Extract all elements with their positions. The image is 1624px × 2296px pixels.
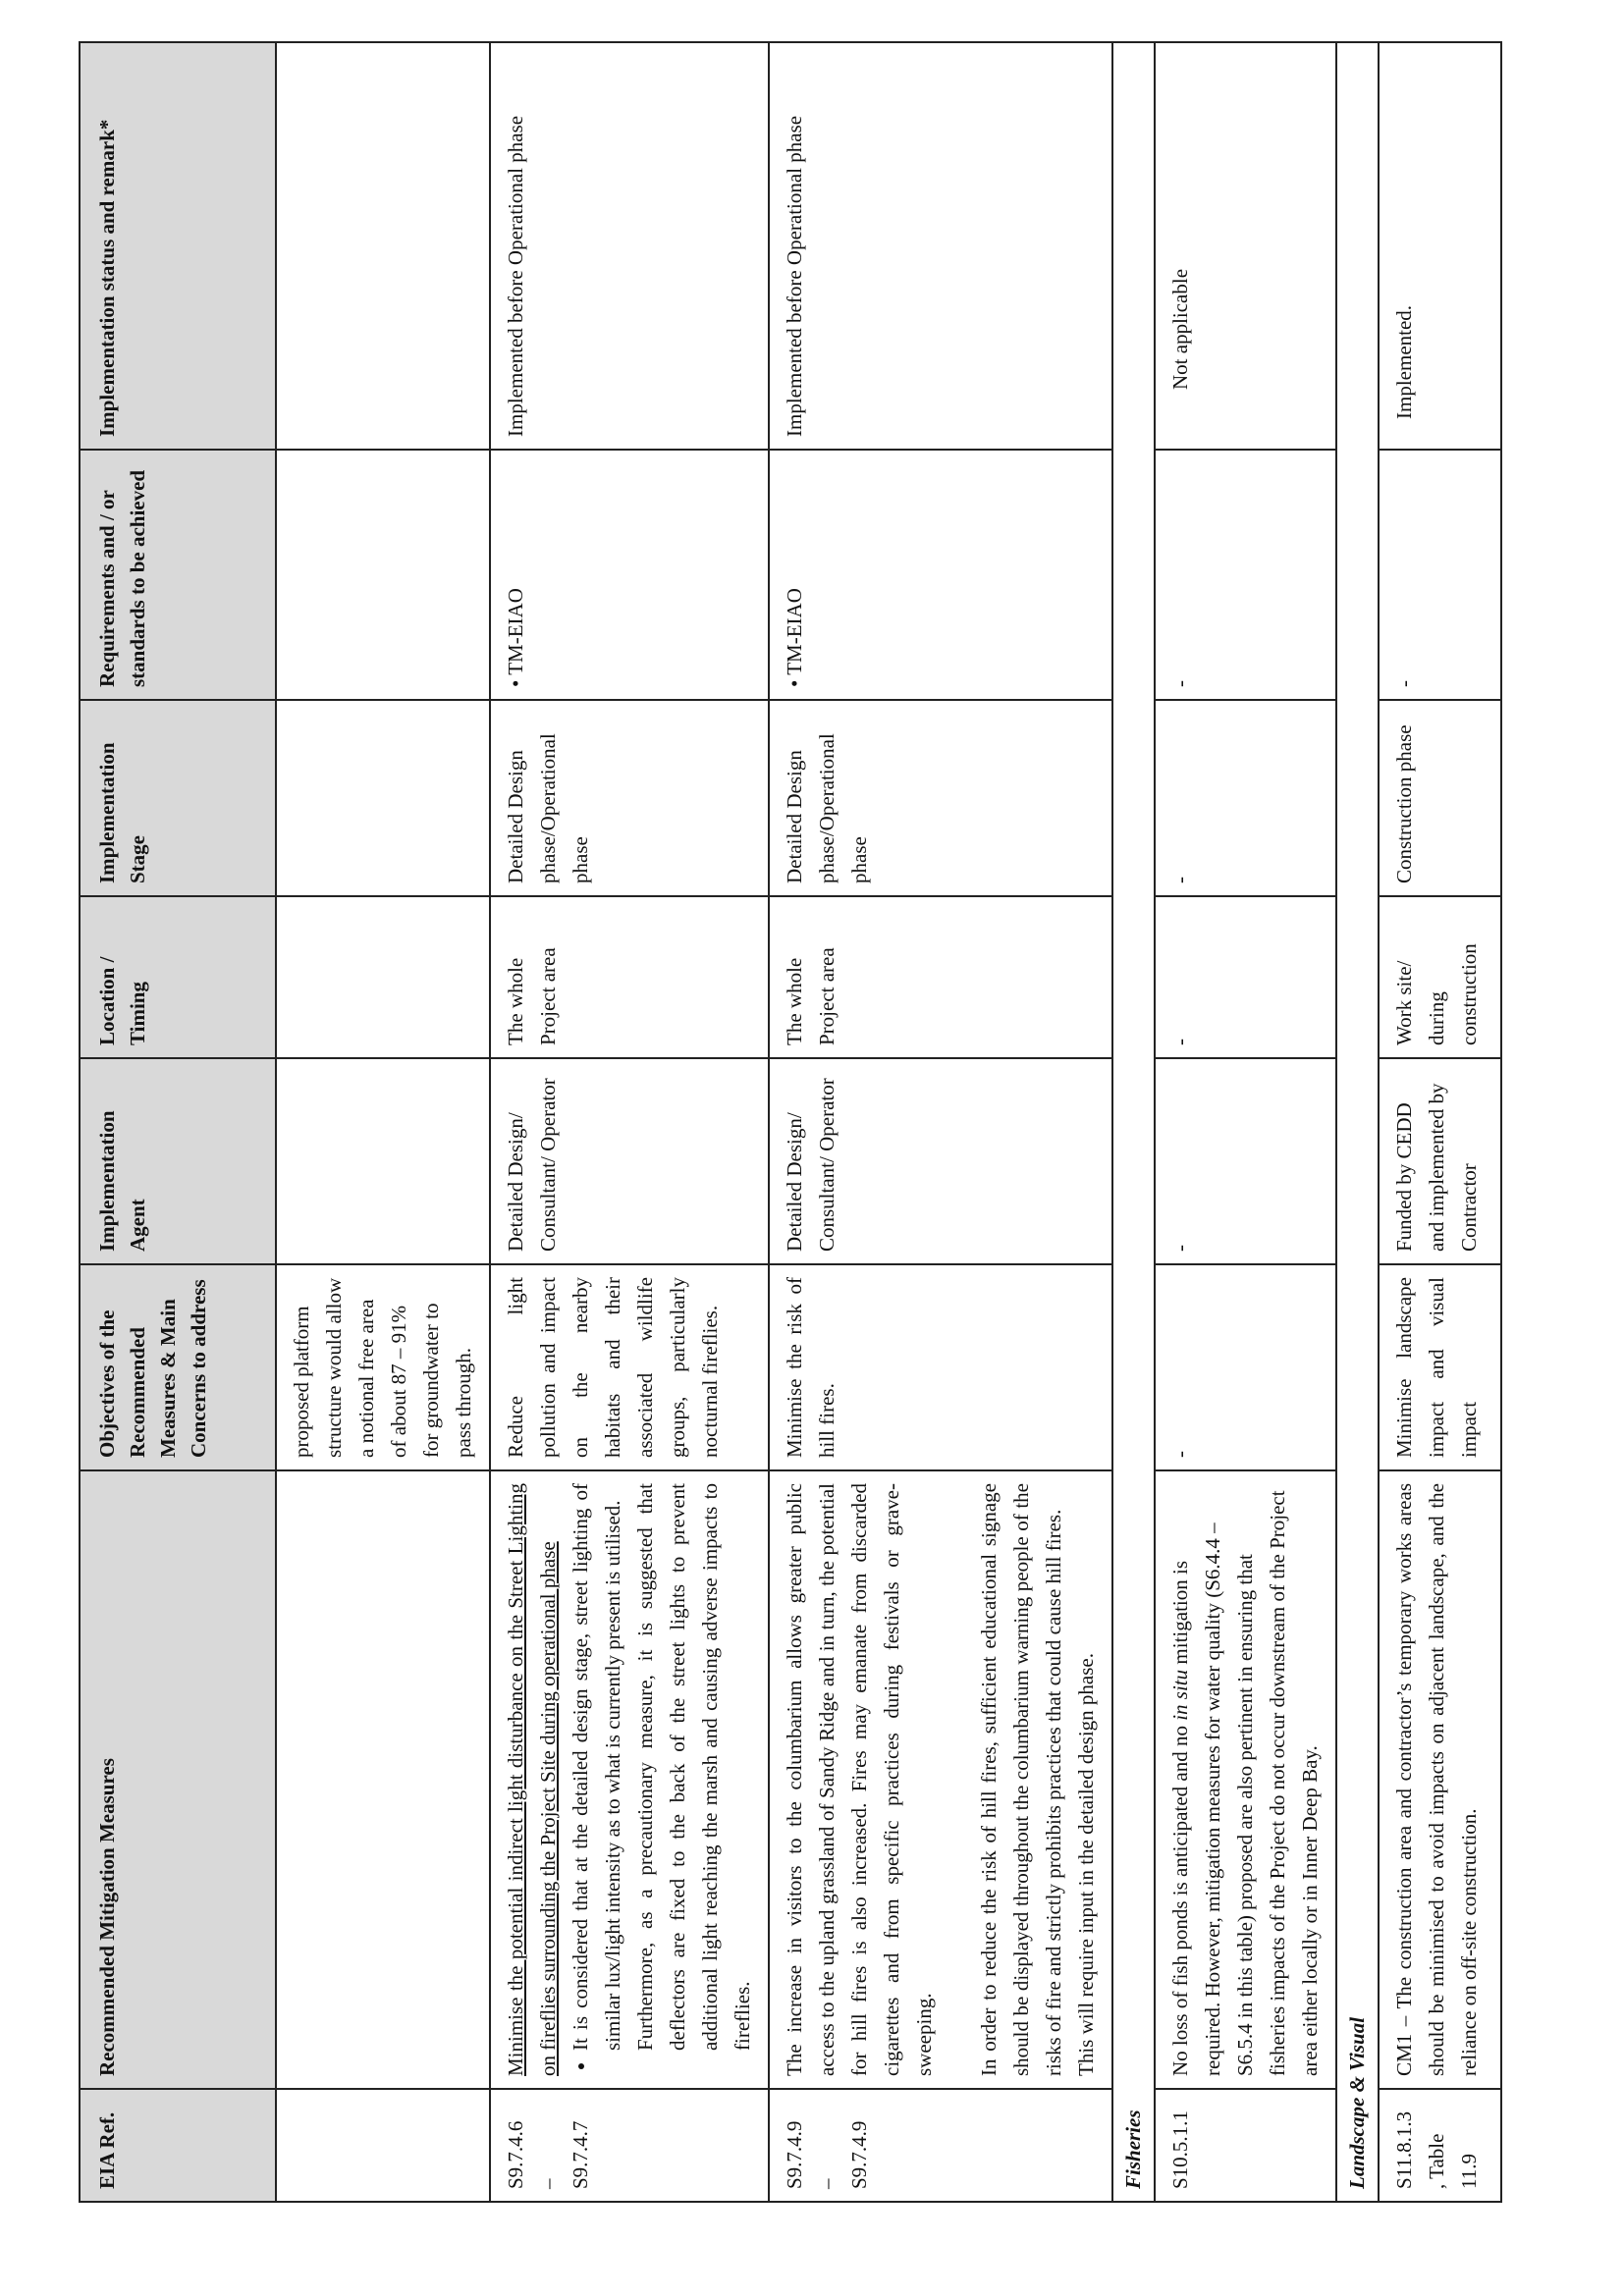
cell-location: -	[1155, 896, 1336, 1058]
cell-agent: -	[1155, 1058, 1336, 1264]
cell-measures: CM1 – The construction area and contractor’s temporary works areas should be minimised to avoid impacts on adjacent landscape, and the reliance on off-site construction.	[1379, 1470, 1501, 2089]
cell-status: Implemented before Operational phase	[769, 42, 1112, 450]
section-heading: Fisheries	[1112, 42, 1155, 2202]
section-row-landscape	[1336, 42, 1379, 2202]
table-row-light	[490, 42, 769, 2202]
header-objectives: Objectives of the Recommended Measures & Main Concerns to address	[80, 1264, 276, 1470]
cell-measures	[490, 1470, 769, 2089]
cell-agent: Detailed Design/ Consultant/ Operator	[769, 1058, 1112, 1264]
cell-requirements: • TM-EIAO	[490, 450, 769, 700]
header-row	[80, 42, 276, 2202]
cell-objectives: -	[1155, 1264, 1336, 1470]
header-location: Location / Timing	[80, 896, 276, 1058]
measure-bullet: • It is considered that at the detailed design stage, street lighting of similar lux/light intensity as to what is currently present is utilised.	[565, 1483, 629, 2051]
cell-requirements: -	[1155, 450, 1336, 700]
cell-stage: Construction phase	[1379, 700, 1501, 896]
cell-eia-ref: S9.7.4.9 – S9.7.4.9	[769, 2089, 1112, 2202]
table-row-landscape	[1379, 42, 1501, 2202]
cell-requirements: -	[1379, 450, 1501, 700]
cell-objectives: Minimise the risk of hill fires.	[769, 1264, 1112, 1470]
table-row-fire	[769, 42, 1112, 2202]
cell-status: Implemented before Operational phase	[490, 42, 769, 450]
cell-measures: The increase in visitors to the columbarium allows greater public access to the upland grassland of Sandy Ridge and in turn, the potential for hill fires is also increased. Fires may emanate from discarded cigarettes and from specific practices during festivals or grave-sweeping. In order to reduce the risk of hill fires, sufficient educational signage should be displayed throughout the columbarium warning people of the risks of fire and strictly prohibits practices that could cause hill fires. This will require input in the detailed design phase.	[769, 1470, 1112, 2089]
cell-requirements: • TM-EIAO	[769, 450, 1112, 700]
header-status: Implementation status and remark*	[80, 42, 276, 450]
cell-location: The whole Project area	[769, 896, 1112, 1058]
cell-objectives: Reduce light pollution and impact on the nearby habitats and their associated wildlife groups, particularly nocturnal fireflies.	[490, 1264, 769, 1470]
cell-objectives: proposed platform structure would allow a notional free area of about 87 – 91% for groundwater to pass through.	[276, 1264, 490, 1470]
cell-eia-ref: S11.8.1.3 , Table 11.9	[1379, 2089, 1501, 2202]
cell-status: Implemented.	[1379, 42, 1501, 450]
cell-status: Not applicable	[1155, 42, 1336, 450]
cell-location: The whole Project area	[490, 896, 769, 1058]
header-requirements: Requirements and / or standards to be achieved	[80, 450, 276, 700]
cell-stage: -	[1155, 700, 1336, 896]
cell-eia-ref: S10.5.1.1	[1155, 2089, 1336, 2202]
section-heading: Landscape & Visual	[1336, 42, 1379, 2202]
cell-measures: No loss of fish ponds is anticipated and no in situ mitigation is required. However, mitigation measures for water quality (S6.4.4 – S6.5.4 in this table) proposed are also pertinent in ensuring that fisheries impacts of the Project do not occur downstream of the Project area either locally or in Inner Deep Bay.	[1155, 1470, 1336, 2089]
header-eia-ref: EIA Ref.	[80, 2089, 276, 2202]
header-agent: Implementation Agent	[80, 1058, 276, 1264]
header-measures: Recommended Mitigation Measures	[80, 1470, 276, 2089]
measure-paragraph: Furthermore, as a precautionary measure, it is suggested that deflectors are fixed to the back of the street lights to prevent additional light reaching the marsh and causing adverse impacts to fireflies.	[633, 1483, 754, 2051]
cell-eia-ref: S9.7.4.6 – S9.7.4.7	[490, 2089, 769, 2202]
cell-stage: Detailed Design phase/Operational phase	[490, 700, 769, 896]
header-stage: Implementation Stage	[80, 700, 276, 896]
section-row-fisheries	[1112, 42, 1155, 2202]
table-row-continued	[276, 42, 490, 2202]
cell-location: Work site/ during construction	[1379, 896, 1501, 1058]
cell-objectives: Minimise landscape impact and visual impact	[1379, 1264, 1501, 1470]
rotated-page	[79, 43, 1481, 2203]
table-row-fisheries	[1155, 42, 1336, 2202]
cell-agent: Detailed Design/ Consultant/ Operator	[490, 1058, 769, 1264]
measure-title: Minimise the potential indirect light disturbance on the Street Lighting on fireflies surrounding the Project Site during operational phase	[504, 1483, 560, 2076]
cell-stage: Detailed Design phase/Operational phase	[769, 700, 1112, 896]
cell-agent: Funded by CEDD and implemented by Contractor	[1379, 1058, 1501, 1264]
mitigation-measures-table	[79, 41, 1502, 2203]
